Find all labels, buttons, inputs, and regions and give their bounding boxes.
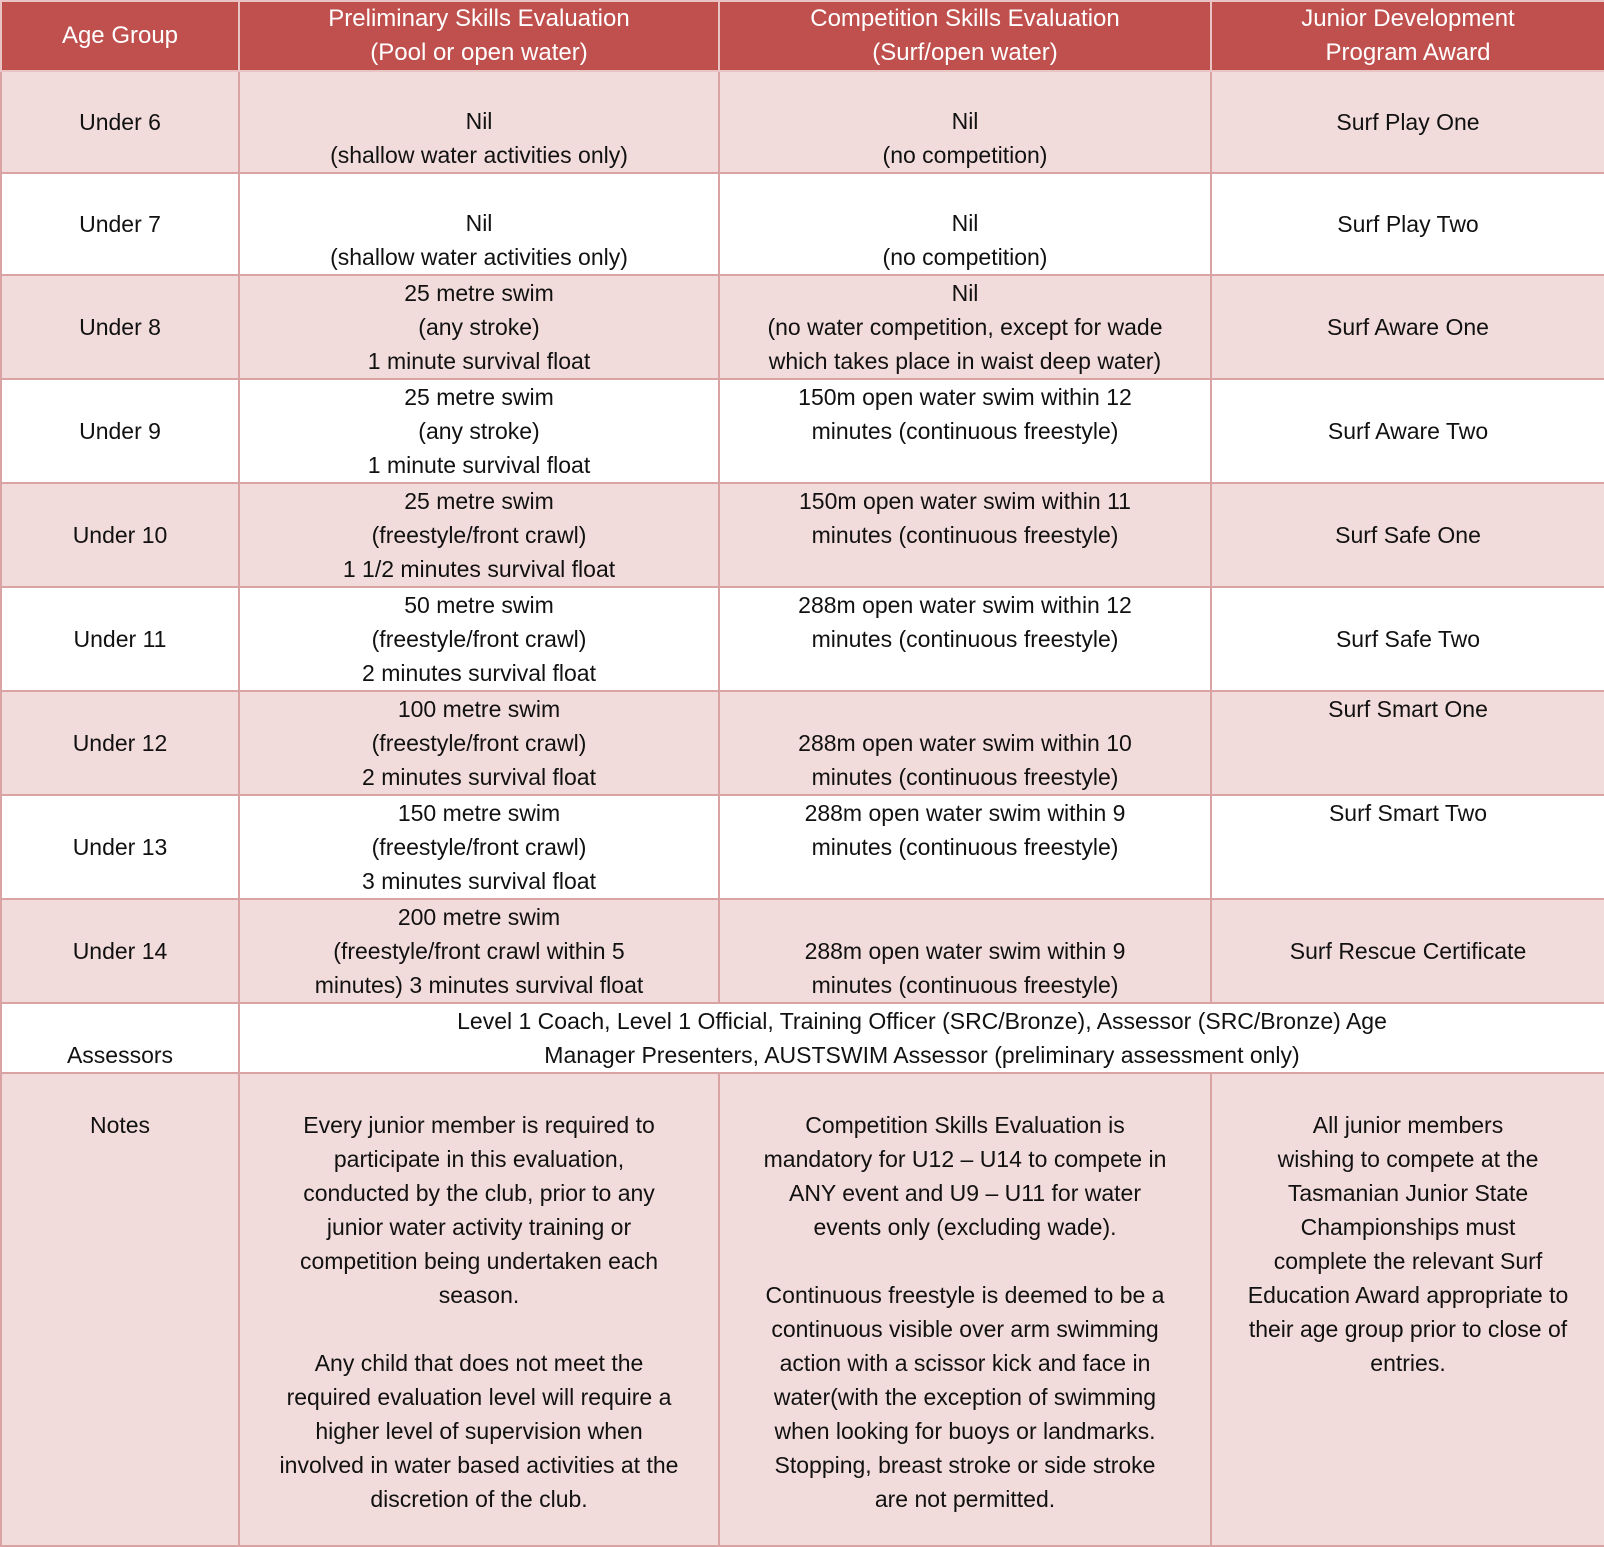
competition-cell: 288m open water swim within 9 minutes (continuous freestyle) [719,795,1211,899]
award-cell: Surf Safe Two [1211,587,1604,691]
preliminary-cell: 150 metre swim (freestyle/front crawl) 3 minutes survival float [239,795,719,899]
age-group-cell: Under 10 [1,483,239,587]
notes-award: All junior members wishing to compete at the Tasmanian Junior State Championships must complete the relevant Surf Education Award appropriate to their age group prior to close of entries. [1211,1073,1604,1546]
notes-preliminary: Every junior member is required to participate in this evaluation, conducted by the club, prior to any junior water activity training or competition being undertaken each season. Any child that does not meet the required evaluation level will require a higher level of supervision when involved in water based activities at the discretion of the club. [239,1073,719,1546]
age-group-cell: Under 12 [1,691,239,795]
award-cell: Surf Aware One [1211,275,1604,379]
preliminary-cell: 25 metre swim (any stroke) 1 minute survival float [239,275,719,379]
table-row-under-8 [1,275,1604,379]
header-preliminary-skills: Preliminary Skills Evaluation (Pool or open water) [239,1,719,71]
award-cell: Surf Aware Two [1211,379,1604,483]
preliminary-cell: Nil (shallow water activities only) [239,173,719,275]
preliminary-cell: 200 metre swim (freestyle/front crawl within 5 minutes) 3 minutes survival float [239,899,719,1003]
table-row-under-11 [1,587,1604,691]
age-group-cell: Under 8 [1,275,239,379]
competition-cell: Nil (no water competition, except for wade which takes place in waist deep water) [719,275,1211,379]
notes-label: Notes [1,1073,239,1546]
table-row-under-6 [1,71,1604,173]
award-cell: Surf Safe One [1211,483,1604,587]
award-cell: Surf Smart One [1211,691,1604,795]
notes-competition: Competition Skills Evaluation is mandatory for U12 – U14 to compete in ANY event and U9 – U11 for water events only (excluding wade). Continuous freestyle is deemed to be a continuous visible over arm swimming action with a scissor kick and face in water(with the exception of swimming when looking for buoys or landmarks. Stopping, breast stroke or side stroke are not permitted. [719,1073,1211,1546]
header-row [1,1,1604,71]
preliminary-cell: 50 metre swim (freestyle/front crawl) 2 minutes survival float [239,587,719,691]
award-cell: Surf Play One [1211,71,1604,173]
header-competition-skills: Competition Skills Evaluation (Surf/open water) [719,1,1211,71]
table-row-under-13 [1,795,1604,899]
age-group-cell: Under 14 [1,899,239,1003]
table-row-under-7 [1,173,1604,275]
competition-cell: 288m open water swim within 9 minutes (continuous freestyle) [719,899,1211,1003]
header-program-award: Junior Development Program Award [1211,1,1604,71]
competition-cell: 150m open water swim within 12 minutes (continuous freestyle) [719,379,1211,483]
header-age-group: Age Group [1,1,239,71]
award-cell: Surf Rescue Certificate [1211,899,1604,1003]
age-group-cell: Under 7 [1,173,239,275]
competition-cell: Nil (no competition) [719,173,1211,275]
competition-cell: 150m open water swim within 11 minutes (continuous freestyle) [719,483,1211,587]
age-group-cell: Under 11 [1,587,239,691]
age-group-cell: Under 13 [1,795,239,899]
assessors-label: Assessors [1,1003,239,1073]
preliminary-cell: Nil (shallow water activities only) [239,71,719,173]
preliminary-cell: 25 metre swim (freestyle/front crawl) 1 1/2 minutes survival float [239,483,719,587]
assessors-text: Level 1 Coach, Level 1 Official, Training Officer (SRC/Bronze), Assessor (SRC/Bronze) Age Manager Presenters, AUSTSWIM Assessor (preliminary assessment only) [239,1003,1604,1073]
preliminary-cell: 25 metre swim (any stroke) 1 minute survival float [239,379,719,483]
table-row-assessors [1,1003,1604,1073]
award-cell: Surf Smart Two [1211,795,1604,899]
table-row-under-9 [1,379,1604,483]
table-row-under-12 [1,691,1604,795]
competition-cell: Nil (no competition) [719,71,1211,173]
table-row-notes [1,1073,1604,1546]
competition-cell: 288m open water swim within 10 minutes (continuous freestyle) [719,691,1211,795]
table-row-under-14 [1,899,1604,1003]
competition-cell: 288m open water swim within 12 minutes (continuous freestyle) [719,587,1211,691]
table-row-under-10 [1,483,1604,587]
age-group-cell: Under 6 [1,71,239,173]
age-group-cell: Under 9 [1,379,239,483]
award-cell: Surf Play Two [1211,173,1604,275]
preliminary-cell: 100 metre swim (freestyle/front crawl) 2 minutes survival float [239,691,719,795]
